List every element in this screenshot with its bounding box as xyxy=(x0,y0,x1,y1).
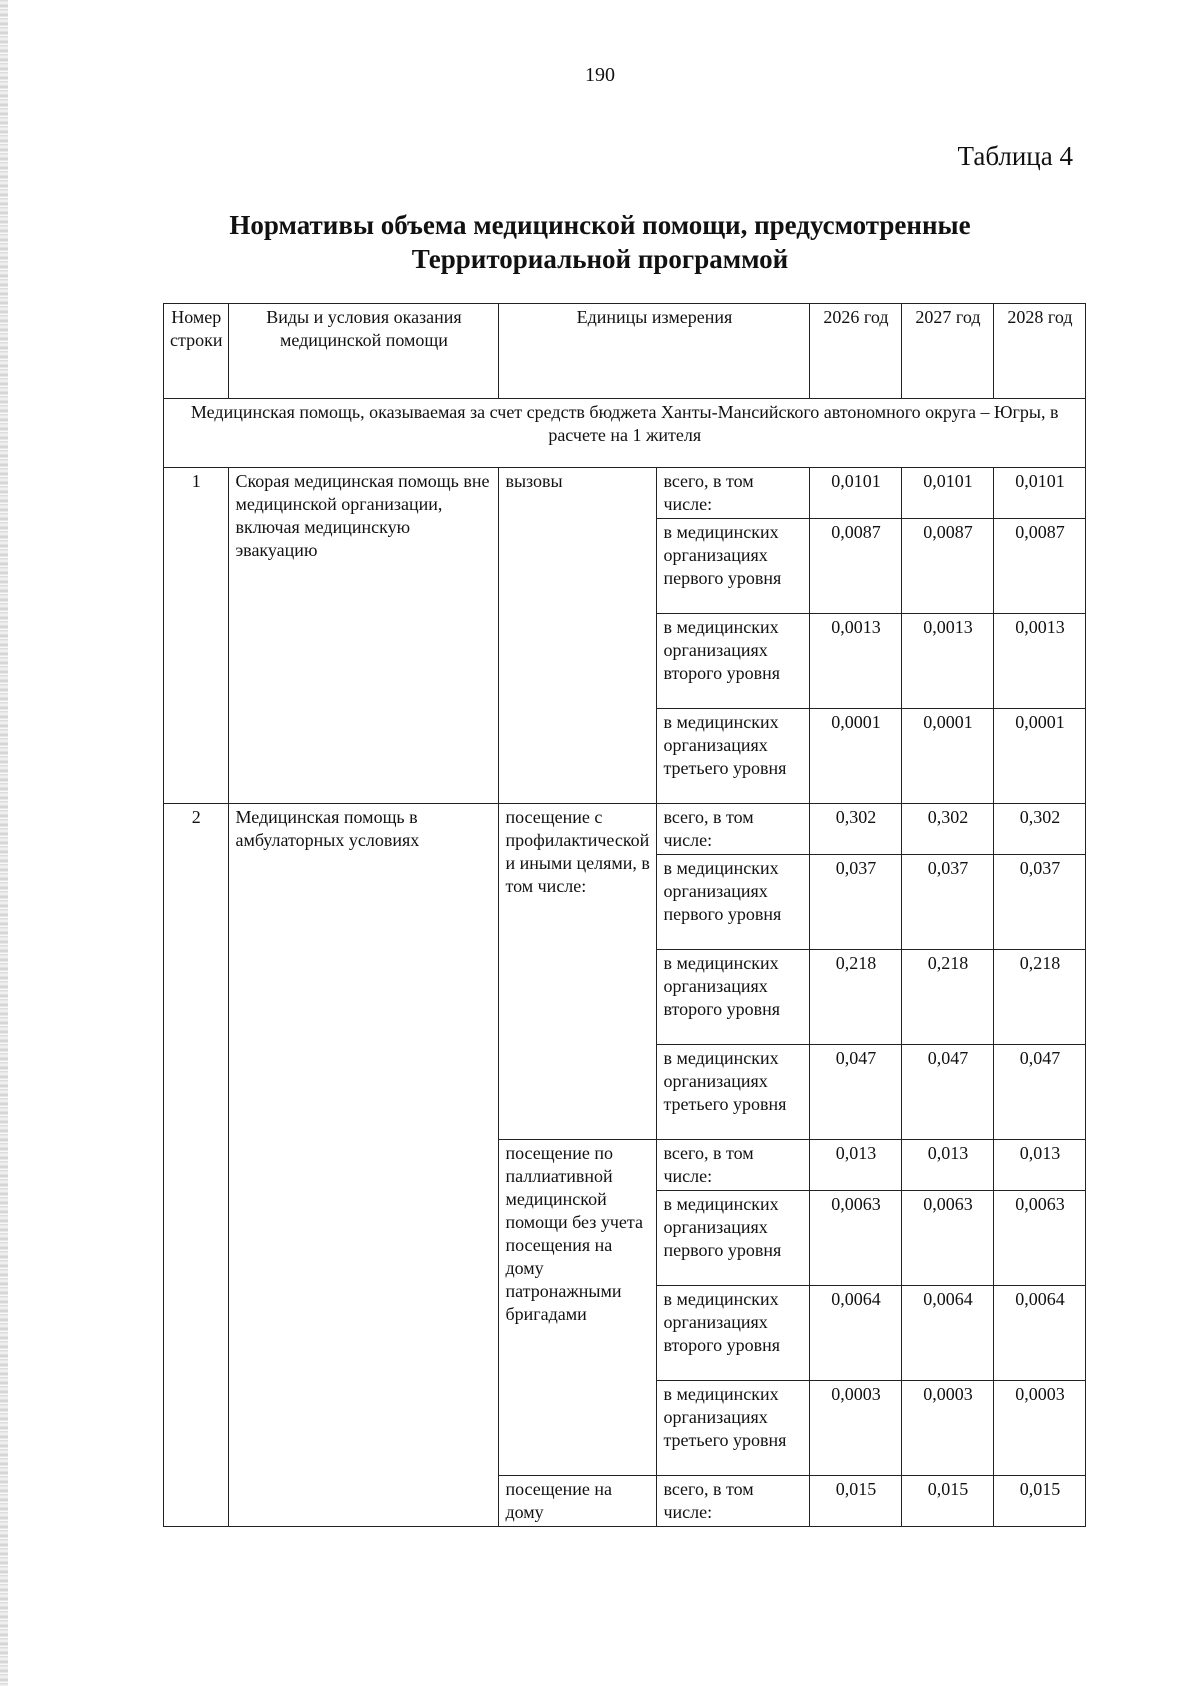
row-number: 1 xyxy=(164,468,229,804)
value-2028: 0,0064 xyxy=(994,1286,1086,1381)
table-row xyxy=(164,468,1086,519)
value-2027: 0,0101 xyxy=(902,468,994,519)
section-title: Медицинская помощь, оказываемая за счет средств бюджета Ханты-Мансийского автономного округа – Югры, в расчете на 1 жителя xyxy=(164,399,1086,468)
value-2028: 0,0087 xyxy=(994,519,1086,614)
level-label: всего, в том числе: xyxy=(657,468,810,519)
level-label: в медицинских организациях второго уровня xyxy=(657,950,810,1045)
header-2027: 2027 год xyxy=(902,304,994,399)
value-2026: 0,037 xyxy=(810,855,902,950)
section-row xyxy=(164,399,1086,468)
value-2027: 0,302 xyxy=(902,804,994,855)
value-2026: 0,0087 xyxy=(810,519,902,614)
value-2027: 0,0063 xyxy=(902,1191,994,1286)
value-2028: 0,015 xyxy=(994,1476,1086,1527)
unit-name: посещение на дому xyxy=(499,1476,657,1527)
level-label: всего, в том числе: xyxy=(657,804,810,855)
level-label: в медицинских организациях третьего уровня xyxy=(657,1045,810,1140)
value-2028: 0,0063 xyxy=(994,1191,1086,1286)
value-2028: 0,0013 xyxy=(994,614,1086,709)
level-label: в медицинских организациях первого уровня xyxy=(657,855,810,950)
value-2027: 0,0087 xyxy=(902,519,994,614)
row-number: 2 xyxy=(164,804,229,1527)
value-2026: 0,047 xyxy=(810,1045,902,1140)
care-type: Медицинская помощь в амбулаторных условиях xyxy=(229,804,499,1527)
value-2028: 0,0101 xyxy=(994,468,1086,519)
value-2028: 0,013 xyxy=(994,1140,1086,1191)
document-title xyxy=(160,208,1040,276)
table-label: Таблица 4 xyxy=(957,141,1073,171)
value-2028: 0,302 xyxy=(994,804,1086,855)
value-2026: 0,0003 xyxy=(810,1381,902,1476)
value-2027: 0,218 xyxy=(902,950,994,1045)
header-row xyxy=(164,304,1086,399)
value-2027: 0,037 xyxy=(902,855,994,950)
header-types: Виды и условия оказания медицинской помощи xyxy=(229,304,499,399)
level-label: в медицинских организациях третьего уровня xyxy=(657,709,810,804)
title-line-1: Нормативы объема медицинской помощи, предусмотренные xyxy=(229,210,971,240)
page-number: 190 xyxy=(585,64,615,86)
level-label: в медицинских организациях первого уровня xyxy=(657,519,810,614)
value-2026: 0,0101 xyxy=(810,468,902,519)
value-2028: 0,047 xyxy=(994,1045,1086,1140)
value-2026: 0,0001 xyxy=(810,709,902,804)
level-label: всего, в том числе: xyxy=(657,1140,810,1191)
value-2028: 0,037 xyxy=(994,855,1086,950)
value-2026: 0,218 xyxy=(810,950,902,1045)
value-2026: 0,015 xyxy=(810,1476,902,1527)
header-2026: 2026 год xyxy=(810,304,902,399)
value-2027: 0,0003 xyxy=(902,1381,994,1476)
level-label: в медицинских организациях второго уровня xyxy=(657,1286,810,1381)
value-2028: 0,0001 xyxy=(994,709,1086,804)
header-row-number: Номер строки xyxy=(164,304,229,399)
title-line-2: Территориальной программой xyxy=(411,244,789,274)
header-2028: 2028 год xyxy=(994,304,1086,399)
scan-edge xyxy=(0,0,8,1686)
value-2026: 0,302 xyxy=(810,804,902,855)
norms-table xyxy=(163,303,1086,1527)
value-2026: 0,0064 xyxy=(810,1286,902,1381)
value-2027: 0,015 xyxy=(902,1476,994,1527)
value-2028: 0,218 xyxy=(994,950,1086,1045)
care-type: Скорая медицинская помощь вне медицинской организации, включая медицинскую эвакуацию xyxy=(229,468,499,804)
value-2026: 0,013 xyxy=(810,1140,902,1191)
unit-name: посещение по паллиативной медицинской помощи без учета посещения на дому патронажными бригадами xyxy=(499,1140,657,1476)
level-label: всего, в том числе: xyxy=(657,1476,810,1527)
unit-name: посещение с профилактической и иными целями, в том числе: xyxy=(499,804,657,1140)
level-label: в медицинских организациях второго уровня xyxy=(657,614,810,709)
header-units: Единицы измерения xyxy=(499,304,810,399)
unit-name: вызовы xyxy=(499,468,657,804)
level-label: в медицинских организациях третьего уровня xyxy=(657,1381,810,1476)
value-2027: 0,0013 xyxy=(902,614,994,709)
value-2027: 0,047 xyxy=(902,1045,994,1140)
value-2026: 0,0063 xyxy=(810,1191,902,1286)
level-label: в медицинских организациях первого уровня xyxy=(657,1191,810,1286)
value-2027: 0,013 xyxy=(902,1140,994,1191)
value-2028: 0,0003 xyxy=(994,1381,1086,1476)
value-2026: 0,0013 xyxy=(810,614,902,709)
value-2027: 0,0064 xyxy=(902,1286,994,1381)
table-row xyxy=(164,804,1086,855)
value-2027: 0,0001 xyxy=(902,709,994,804)
